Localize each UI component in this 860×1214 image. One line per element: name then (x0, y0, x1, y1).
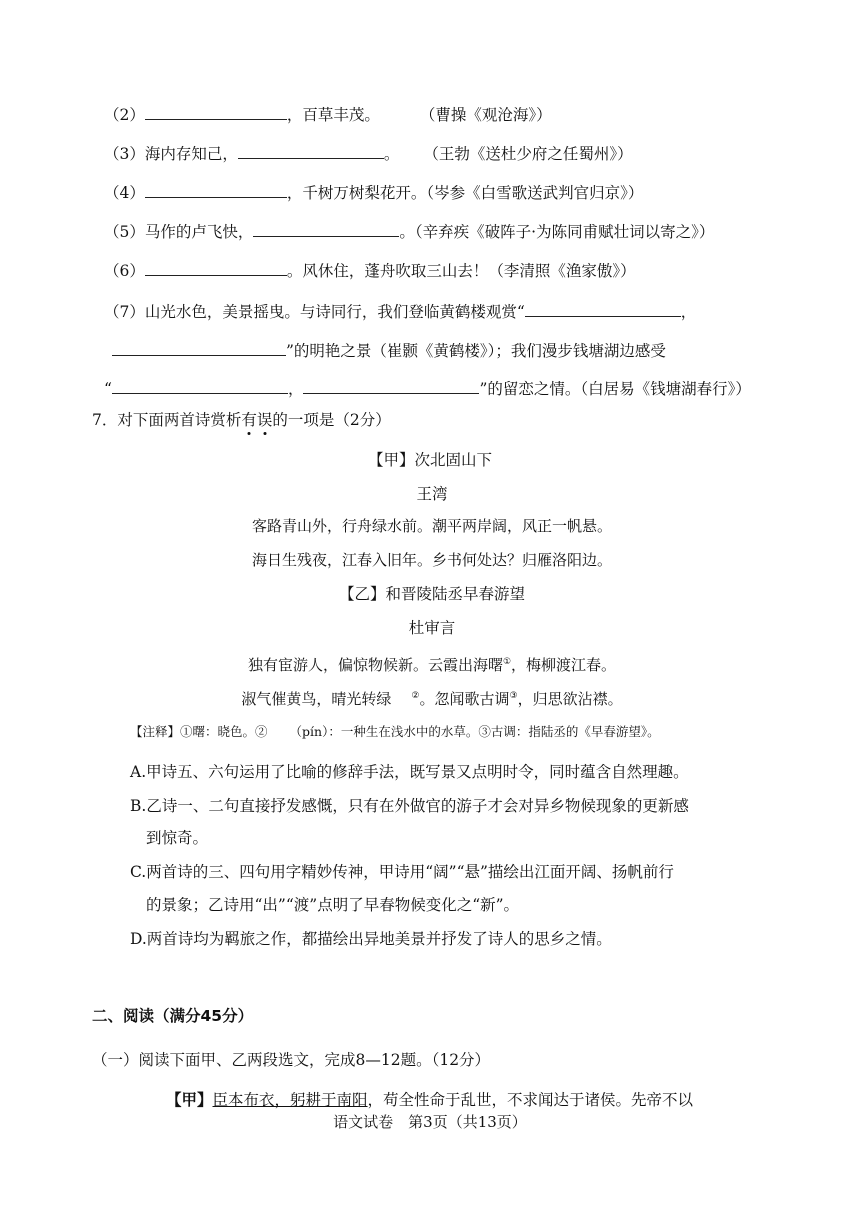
answer-blank[interactable] (145, 183, 287, 198)
option-b-continued: 到惊奇。 (146, 829, 209, 847)
question-text: 的一项是（2分） (272, 411, 391, 429)
section-subheading: （一）阅读下面甲、乙两段选文，完成8—12题。（12分） (92, 1051, 491, 1069)
item-text: ， (287, 380, 304, 398)
poem-b-line: 淑气催黄鸟，晴光转绿 ②。忽闻歌古调③，归思欲沾襟。 (241, 690, 623, 708)
item-source: （岑参《白雪歌送武判官归京》） (426, 184, 644, 202)
item-text: ，百草丰茂。 (286, 106, 380, 124)
fill-item-7-line3 (104, 379, 751, 399)
fill-item-7-line1 (104, 302, 696, 322)
section-heading: 二、阅读（满分45分） (92, 1007, 254, 1025)
emphasis-dot (263, 432, 266, 435)
answer-blank[interactable] (253, 222, 399, 237)
option-d[interactable]: D.两首诗均为羁旅之作，都描绘出异地美景并抒发了诗人的思乡之情。 (130, 930, 612, 948)
fill-item-6 (104, 261, 636, 281)
poem-a-author: 王湾 (416, 485, 448, 503)
page-footer: 语文试卷 第3页（共13页） (333, 1113, 527, 1131)
item-number: （6） (104, 262, 145, 280)
item-source: （李清照《渔家傲》） (488, 262, 636, 280)
item-text: ”的留恋之情。（白居易《钱塘湖春行》） (479, 380, 751, 398)
poem-a-line: 海日生残夜，江春入旧年。乡书何处达？归雁洛阳边。 (251, 551, 612, 569)
poem-a-title: 【甲】次北固山下 (367, 451, 492, 469)
answer-blank[interactable] (238, 144, 384, 159)
answer-blank[interactable] (145, 261, 287, 276)
item-text: 。 (383, 145, 400, 163)
poem-b-line: 独有宦游人，偏惊物候新。云霞出海曙①，梅柳渡江春。 (247, 656, 617, 674)
item-number: （2） (104, 106, 145, 124)
answer-blank[interactable] (145, 105, 287, 120)
item-text: 马作的卢飞快， (144, 223, 254, 241)
item-number: （3） (104, 145, 145, 163)
poem-b-author: 杜审言 (408, 619, 456, 637)
fill-item-4 (104, 183, 643, 203)
item-number: （4） (104, 184, 145, 202)
answer-blank[interactable] (112, 341, 286, 356)
option-c[interactable]: C.两首诗的三、四句用字精妙传神，甲诗用“阔”“悬”描绘出江面开阔、扬帆前行 (130, 863, 674, 881)
emphasis-dot (248, 432, 251, 435)
emphasis-char: 误 (257, 411, 273, 429)
item-source: （曹操《观沧海》） (419, 106, 552, 124)
passage-label: 【甲】 (166, 1090, 213, 1109)
passage-first-line (166, 1090, 693, 1110)
option-c-continued: 的景象；乙诗用“出”“渡”点明了早春物候变化之“新”。 (146, 896, 520, 914)
item-text: 海内存知己， (144, 145, 238, 163)
question-text: 7．对下面两首诗赏析 (92, 411, 242, 429)
footnote-mark: ① (502, 657, 512, 667)
passage-text: ，苟全性命于乱世，不求闻达于诸侯。先帝不以 (367, 1091, 694, 1109)
item-text: 。 (399, 223, 415, 241)
item-number: （5） (104, 223, 145, 241)
answer-blank[interactable] (303, 379, 479, 394)
item-source: （辛弃疾《破阵子·为陈同甫赋壮词以寄之》） (414, 223, 715, 241)
question-7 (92, 410, 391, 430)
poem-a-line: 客路青山外，行舟绿水前。潮平两岸阔，风正一帆悬。 (251, 517, 612, 535)
item-text: ， (680, 303, 697, 321)
fill-item-3 (104, 144, 633, 164)
footnote-mark: ③ (509, 691, 518, 701)
fill-item-7-line2 (112, 341, 666, 361)
answer-blank[interactable] (525, 302, 681, 317)
fill-item-5 (104, 222, 714, 242)
option-b[interactable]: B.乙诗一、二句直接抒发感慨，只有在外做官的游子才会对异乡物候现象的更新感 (130, 797, 689, 815)
item-text: ，千树万树梨花开。 (286, 184, 427, 202)
item-text: 。风休住，蓬舟吹取三山去！ (286, 262, 489, 280)
emphasis-char: 有 (241, 411, 257, 429)
item-text: ”的明艳之景（崔颢《黄鹤楼》）；我们漫步钱塘湖边感受 (286, 342, 666, 360)
annotation: 【注释】①曙：晓色。② （pín）：一种生在浅水中的水草。③古调：指陆丞的《早春游望》。 (130, 724, 660, 739)
footnote-mark: ② (411, 691, 420, 701)
poem-b-title: 【乙】和晋陵陆丞早春游望 (338, 585, 525, 603)
item-source: （王勃《送杜少府之任蜀州》） (423, 145, 633, 163)
item-text: （7）山光水色，美景摇曳。与诗同行，我们登临黄鹤楼观赏“ (104, 303, 525, 321)
item-text: “ (104, 380, 112, 398)
answer-blank[interactable] (112, 379, 288, 394)
underlined-passage: 臣本布衣，躬耕于南阳 (212, 1091, 368, 1109)
option-a[interactable]: A.甲诗五、六句运用了比喻的修辞手法，既写景又点明时令，同时蕴含自然理趣。 (130, 763, 689, 781)
fill-item-2 (104, 105, 552, 125)
